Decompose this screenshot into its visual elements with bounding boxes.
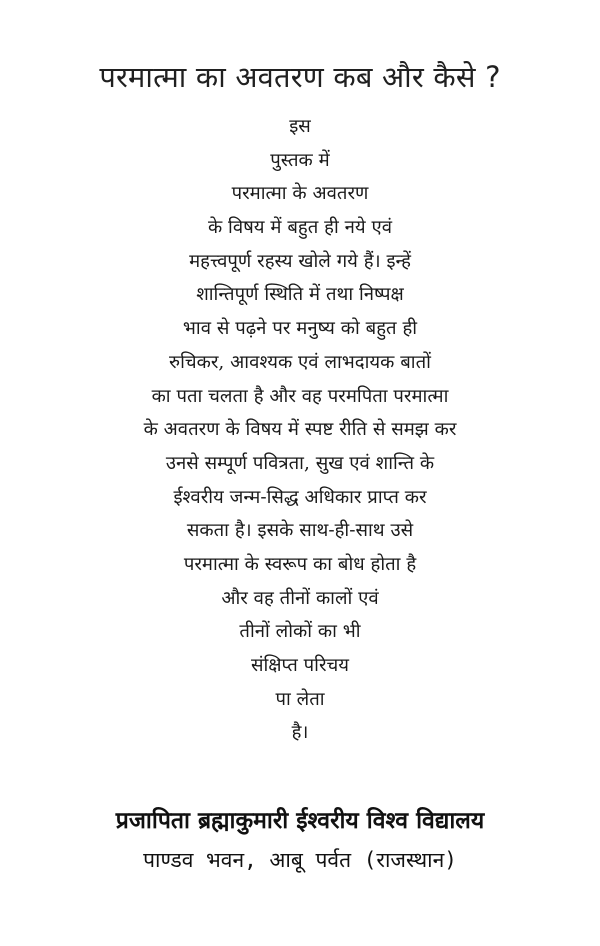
text-line: भाव से पढ़ने पर मनुष्य को बहुत ही — [182, 318, 418, 340]
text-line: रुचिकर, आवश्यक एवं लाभदायक बातों — [169, 351, 431, 373]
text-line: परमात्मा के अवतरण — [231, 183, 369, 205]
text-line: है। — [291, 722, 309, 744]
text-line: परमात्मा के स्वरूप का बोध होता है — [183, 553, 417, 575]
text-line: का पता चलता है और वह परमपिता परमात्मा — [151, 385, 449, 407]
text-line: पुस्तक में — [270, 149, 330, 171]
publisher-name: प्रजापिता ब्रह्माकुमारी ईश्वरीय विश्व विद्यालय — [115, 807, 485, 834]
publisher-address: पाण्डव भवन, आबू पर्वत (राजस्थान) — [143, 848, 457, 872]
description-text — [0, 110, 600, 750]
text-line: उनसे सम्पूर्ण पवित्रता, सुख एवं शान्ति के — [165, 452, 435, 474]
text-line: और वह तीनों कालों एवं — [221, 587, 379, 609]
text-line: महत्त्वपूर्ण रहस्य खोले गये हैं। इन्हें — [189, 250, 411, 272]
text-line: ईश्वरीय जन्म-सिद्ध अधिकार प्राप्त कर — [173, 486, 427, 508]
text-line: पा लेता — [275, 688, 325, 710]
page-title: परमात्मा का अवतरण कब और कैसे ? — [99, 60, 501, 95]
text-line: तीनों लोकों का भी — [239, 621, 361, 643]
text-line: के अवतरण के विषय में स्पष्ट रीति से समझ कर — [143, 419, 457, 441]
text-line: इस — [289, 116, 311, 137]
text-line: के विषय में बहुत ही नये एवं — [207, 217, 393, 239]
text-line: शान्तिपूर्ण स्थिति में तथा निष्पक्ष — [196, 284, 404, 306]
text-line: सकता है। इसके साथ-ही-साथ उसे — [186, 520, 414, 542]
text-line: संक्षिप्त परिचय — [250, 655, 350, 676]
